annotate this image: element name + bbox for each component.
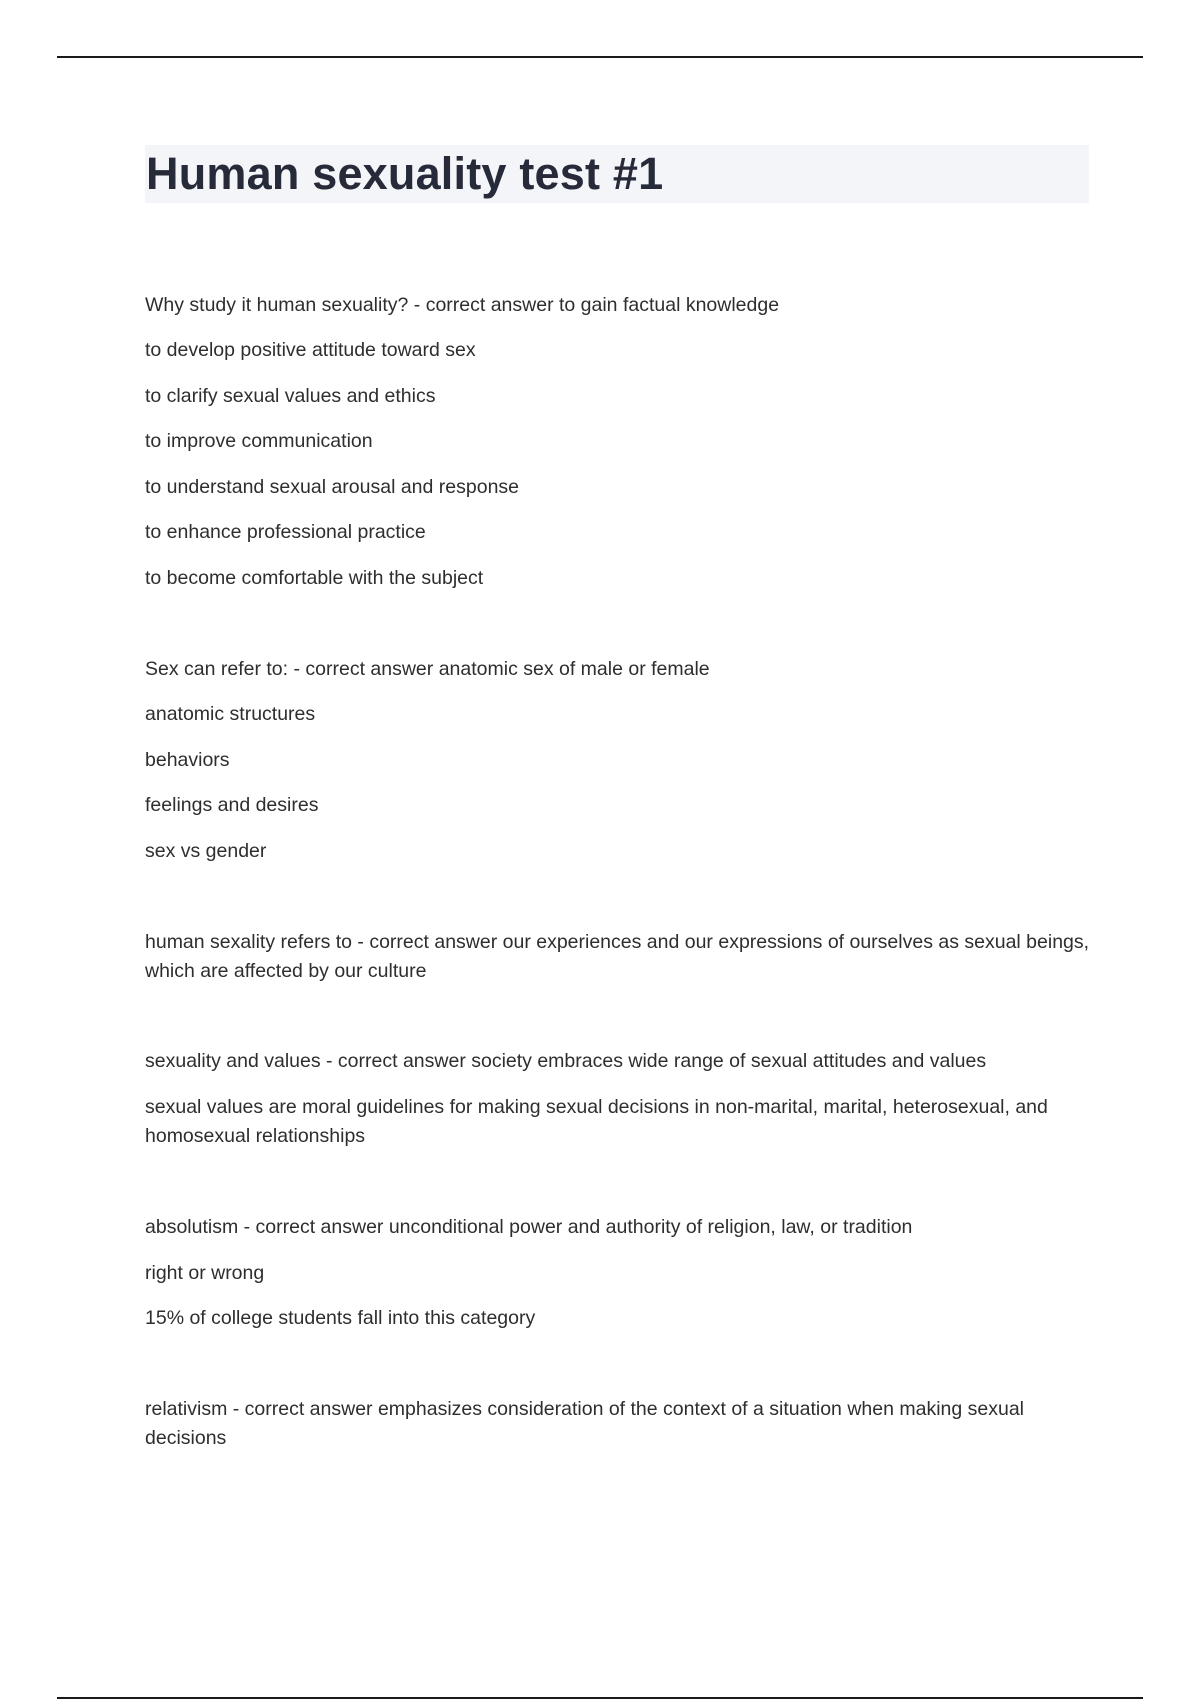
block-2-line-3: behaviors: [145, 749, 230, 771]
block-2-line-4: feelings and desires: [145, 794, 319, 816]
footer-rule: [57, 1697, 1143, 1699]
block-4-line-2: sexual values are moral guidelines for making sexual decisions in non-marital, marital, heterosexual, and homosexual relationships: [145, 1096, 1048, 1147]
page-title: Human sexuality test #1: [146, 148, 664, 199]
block-1-line-2: to develop positive attitude toward sex: [145, 339, 476, 361]
block-4-line-1: sexuality and values - correct answer society embraces wide range of sexual attitudes and values: [145, 1050, 987, 1072]
block-2-line-5: sex vs gender: [145, 840, 267, 862]
block-1-line-1: Why study it human sexuality? - correct answer to gain factual knowledge: [145, 294, 780, 316]
block-6-line-1: relativism - correct answer emphasizes consideration of the context of a situation when making sexual decisions: [145, 1398, 1025, 1449]
block-5-line-2: right or wrong: [145, 1262, 265, 1284]
block-1-line-5: to understand sexual arousal and response: [145, 476, 520, 498]
block-1-line-3: to clarify sexual values and ethics: [145, 385, 436, 407]
block-2-line-2: anatomic structures: [145, 703, 316, 725]
header-rule: [57, 56, 1143, 58]
block-5-line-3: 15% of college students fall into this category: [145, 1307, 536, 1329]
block-2-line-1: Sex can refer to: - correct answer anatomic sex of male or female: [145, 658, 710, 680]
block-3-line-1: human sexality refers to - correct answer our experiences and our expressions of ourselves as sexual beings, which are affected by our culture: [145, 931, 1090, 982]
block-1-line-6: to enhance professional practice: [145, 521, 426, 543]
block-1-line-4: to improve communication: [145, 430, 373, 452]
block-5-line-1: absolutism - correct answer unconditional power and authority of religion, law, or tradition: [145, 1216, 913, 1238]
block-1-line-7: to become comfortable with the subject: [145, 567, 484, 589]
